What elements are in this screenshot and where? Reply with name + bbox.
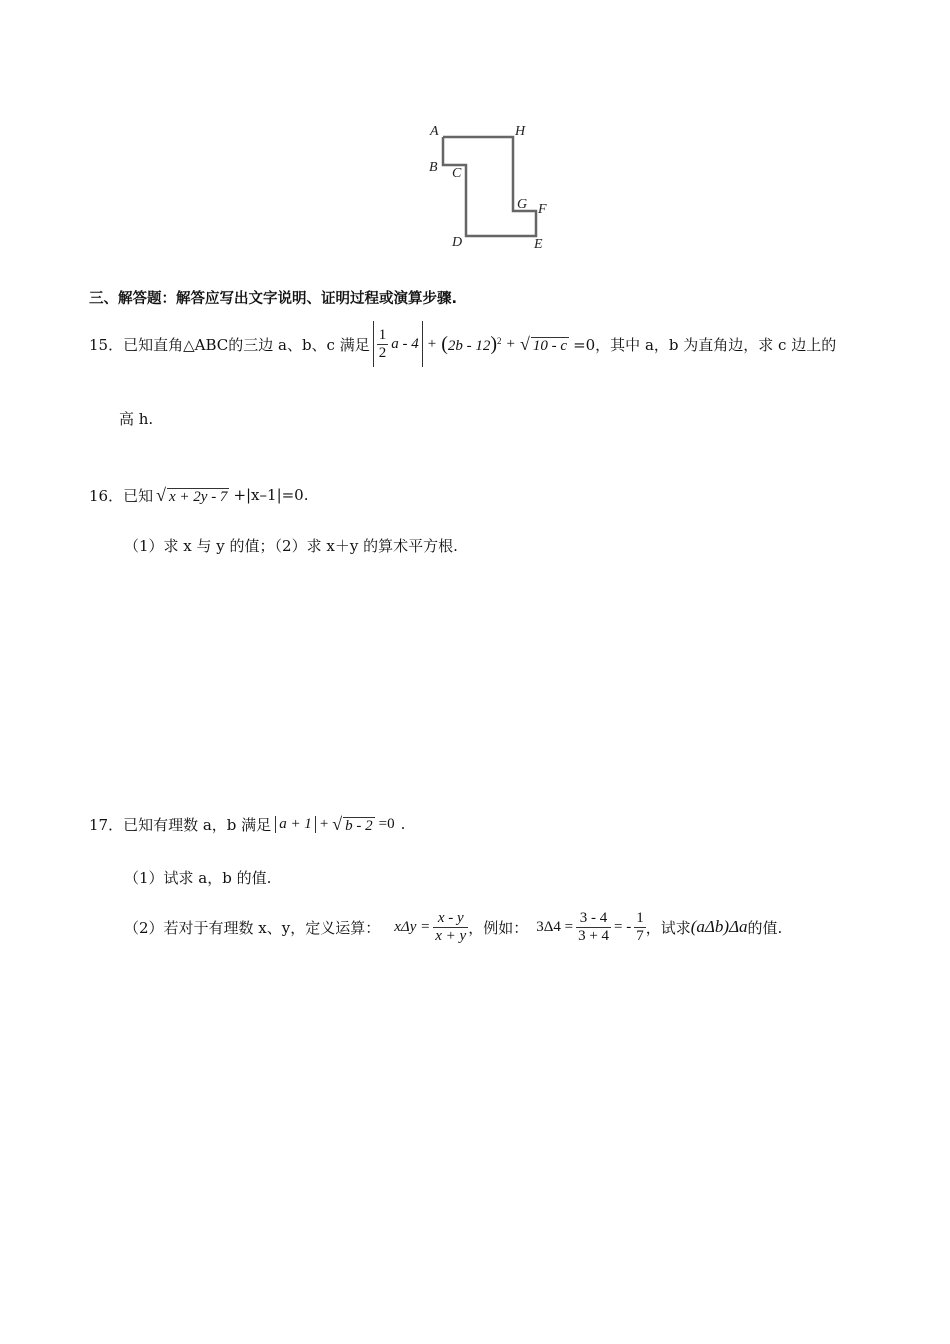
q15-term2: (2b - 12)$^2$	[441, 332, 502, 355]
q15-term1: a - 4	[391, 335, 419, 352]
q17-ex-fraction: $\frac{3 - 4}{3 + 4}$	[578, 910, 610, 944]
q15-line2: 高 h.	[119, 410, 154, 428]
q16-line1	[89, 478, 309, 512]
geometry-figure	[420, 118, 560, 258]
q17-ex-lhs: 3Δ4 =	[536, 918, 574, 935]
q15-half-fraction: $\frac{1}{2}$	[378, 327, 387, 361]
figure-outline	[443, 137, 536, 236]
label-B: B	[429, 160, 438, 175]
q15-sqrt: √ 10 - c	[520, 333, 568, 354]
q17-line1	[89, 808, 405, 840]
q17-op-lhs: xΔy =	[394, 918, 431, 935]
q17-ex-result: $\frac{1}{7}$	[636, 910, 644, 944]
q15-text-a: 已知直角△ABC的三边 a、b、c 满足	[123, 335, 370, 354]
q15-plus1: +	[427, 335, 437, 352]
q17-abs: a + 1	[275, 816, 316, 833]
q15-line1	[89, 318, 836, 370]
label-A: A	[430, 124, 439, 139]
q17-sub2-b: ，例如：	[468, 918, 529, 937]
q17-number: 17．	[89, 815, 124, 834]
q17-op-fraction: $\frac{x - y}{x + y}$	[435, 910, 467, 944]
q17-eq: =0	[378, 815, 395, 832]
label-D: D	[452, 235, 463, 250]
label-C: C	[452, 166, 462, 181]
label-G: G	[517, 197, 528, 212]
q16-sqrt: √ x + 2y - 7	[156, 484, 228, 505]
q17-plus: +	[319, 815, 329, 832]
q17-sub2-a: （2）若对于有理数 x、y，定义运算：	[124, 918, 381, 937]
q16-text-b: +|x–1|=0.	[233, 486, 309, 504]
q15-text-b: =0，其中 a，b 为直角边，求 c 边上的	[573, 335, 837, 354]
label-H: H	[515, 124, 526, 139]
q17-dot: .	[400, 815, 406, 833]
q17-expr: (aΔb)Δa	[690, 917, 748, 936]
label-E: E	[534, 237, 543, 252]
q17-sub2-d: 的值.	[747, 918, 783, 937]
q15-plus2: +	[506, 335, 516, 352]
q17-text-a: 已知有理数 a，b 满足	[123, 815, 272, 834]
q15-number: 15．	[89, 335, 124, 354]
label-F: F	[538, 202, 547, 217]
q17-sub2	[124, 900, 782, 954]
q16-sub1: （1）求 x 与 y 的值；（2）求 x＋y 的算术平方根.	[124, 537, 458, 555]
q15-abs-term	[373, 321, 423, 367]
section-title: 三、解答题：解答应写出文字说明、证明过程或演算步骤.	[89, 291, 458, 307]
q16-text-a: 已知	[123, 486, 154, 505]
q17-sub1: （1）试求 a，b 的值.	[124, 869, 272, 887]
q17-ex-eq: = -	[614, 918, 632, 935]
q17-sqrt: √ b - 2	[332, 813, 373, 834]
q17-sub2-c: ，试求	[645, 918, 691, 937]
q16-number: 16．	[89, 486, 124, 505]
